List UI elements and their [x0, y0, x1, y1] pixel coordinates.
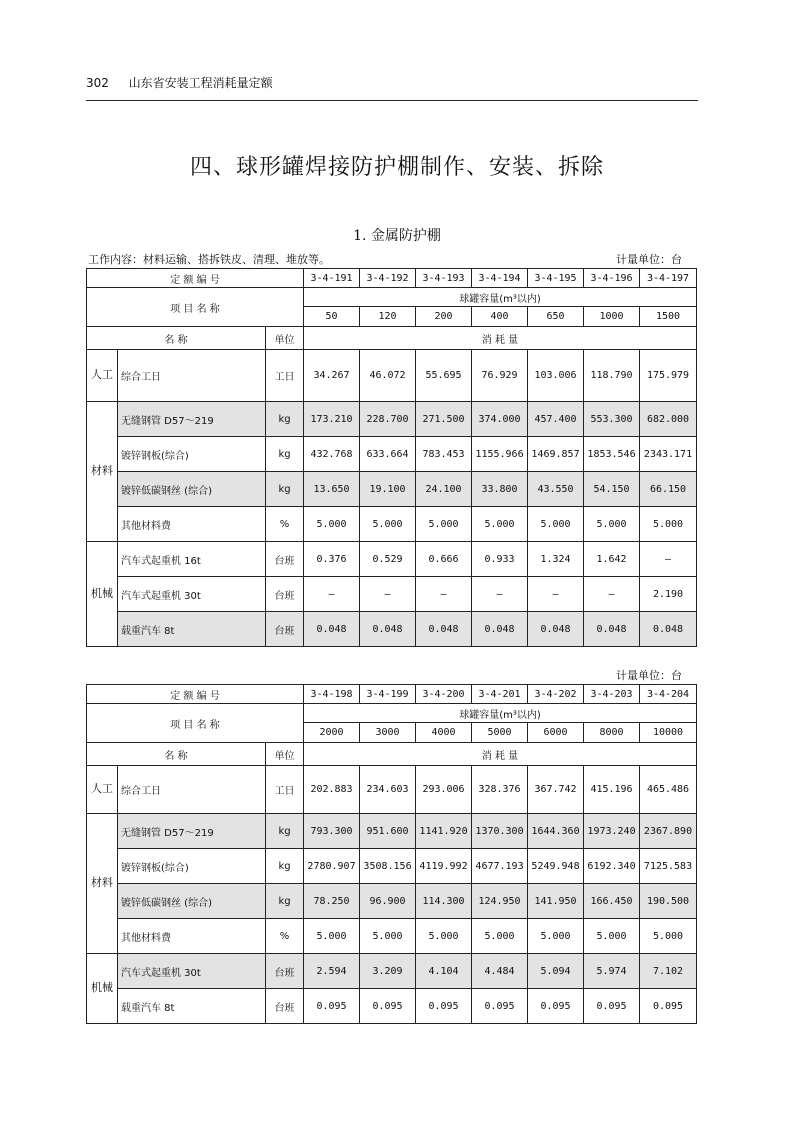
- quota-code: 3-4-192: [360, 269, 416, 288]
- unit-note-2: 计量单位：台: [616, 669, 682, 682]
- consumption-value: 0.095: [584, 989, 640, 1024]
- material-row: [87, 849, 697, 884]
- consumption-value: 1973.240: [584, 814, 640, 849]
- consumption-value: 34.267: [304, 350, 360, 402]
- consumption-value: 6192.340: [584, 849, 640, 884]
- consumption-value: 19.100: [360, 472, 416, 507]
- consumption-value: 5.000: [416, 507, 472, 542]
- consumption-value: 5.000: [640, 919, 697, 954]
- consumption-value: 5249.948: [528, 849, 584, 884]
- capacity-value: 50: [304, 307, 360, 327]
- consumption-value: 293.006: [416, 766, 472, 814]
- material-row: [87, 402, 697, 437]
- capacity-value: 200: [416, 307, 472, 327]
- consumption-value: 0.095: [360, 989, 416, 1024]
- unit-column-header: 单位: [266, 743, 304, 766]
- consumption-value: 5.000: [360, 919, 416, 954]
- section-title: 四、球形罐焊接防护棚制作、安装、拆除: [189, 155, 604, 180]
- machine-row: [87, 989, 697, 1024]
- consumption-value: 7.102: [640, 954, 697, 989]
- item-name: 汽车式起重机 16t: [118, 542, 266, 577]
- quota-code: 3-4-202: [528, 685, 584, 704]
- consumption-value: 271.500: [416, 402, 472, 437]
- consumption-value: 415.196: [584, 766, 640, 814]
- item-name: 镀锌钢板(综合): [118, 437, 266, 472]
- consumption-value: 114.300: [416, 884, 472, 919]
- subsection-title: 1. 金属防护棚: [353, 228, 441, 244]
- consumption-value: 0.095: [528, 989, 584, 1024]
- item-unit: kg: [266, 814, 304, 849]
- consumption-value: 1370.300: [472, 814, 528, 849]
- consumption-value: 166.450: [584, 884, 640, 919]
- consumption-value: 0.095: [416, 989, 472, 1024]
- quota-code: 3-4-198: [304, 685, 360, 704]
- machine-row: [87, 577, 697, 612]
- group-machine-label: 机械: [87, 542, 118, 647]
- code-row: [87, 269, 697, 288]
- capacity-value: 8000: [584, 723, 640, 743]
- capacity-value: 120: [360, 307, 416, 327]
- material-row: [87, 507, 697, 542]
- group-material-label: 材料: [87, 814, 118, 954]
- labor-row: [87, 766, 697, 814]
- consumption-value: 328.376: [472, 766, 528, 814]
- item-unit: 工日: [266, 350, 304, 402]
- consumption-value: —: [416, 577, 472, 612]
- item-unit: kg: [266, 437, 304, 472]
- consumption-value: 5.000: [640, 507, 697, 542]
- consumption-value: 1.642: [584, 542, 640, 577]
- consumption-value: 118.790: [584, 350, 640, 402]
- consumption-value: 0.048: [304, 612, 360, 647]
- capacity-label: 球罐容量(m³以内): [304, 704, 697, 723]
- item-name-label: 项 目 名 称: [87, 704, 304, 743]
- consumption-value: 951.600: [360, 814, 416, 849]
- quota-code: 3-4-200: [416, 685, 472, 704]
- group-labor-label: 人工: [87, 350, 118, 402]
- consumption-value: 43.550: [528, 472, 584, 507]
- consumption-value: 1644.360: [528, 814, 584, 849]
- consumption-value: 78.250: [304, 884, 360, 919]
- item-name: 综合工日: [118, 350, 266, 402]
- quota-table-1: [86, 268, 697, 647]
- consumption-value: 0.933: [472, 542, 528, 577]
- item-unit: 台班: [266, 954, 304, 989]
- consumption-value: 46.072: [360, 350, 416, 402]
- consumption-value: 0.095: [472, 989, 528, 1024]
- capacity-value: 10000: [640, 723, 697, 743]
- quota-code: 3-4-196: [584, 269, 640, 288]
- consumption-value: —: [584, 577, 640, 612]
- consumption-value: 0.048: [528, 612, 584, 647]
- item-unit: 台班: [266, 577, 304, 612]
- consumption-value: 0.095: [304, 989, 360, 1024]
- consumption-value: 5.000: [304, 919, 360, 954]
- item-name: 镀锌低碳钢丝 (综合): [118, 472, 266, 507]
- consumption-value: 374.000: [472, 402, 528, 437]
- quota-no-label: 定 额 编 号: [87, 269, 304, 288]
- capacity-value: 6000: [528, 723, 584, 743]
- material-row: [87, 919, 697, 954]
- capacity-label: 球罐容量(m³以内): [304, 288, 697, 307]
- item-name: 其他材料费: [118, 507, 266, 542]
- quota-code: 3-4-203: [584, 685, 640, 704]
- item-unit: kg: [266, 884, 304, 919]
- consumption-value: 0.048: [472, 612, 528, 647]
- page-header: [86, 74, 698, 91]
- item-unit: 工日: [266, 766, 304, 814]
- page-number: 302: [86, 76, 109, 90]
- name-column-header: 名 称: [87, 743, 266, 766]
- consumption-value: 7125.583: [640, 849, 697, 884]
- consumption-value: 5.000: [528, 507, 584, 542]
- consumption-value: 66.150: [640, 472, 697, 507]
- consumption-value: 4.484: [472, 954, 528, 989]
- consumption-value: 2780.907: [304, 849, 360, 884]
- capacity-value: 4000: [416, 723, 472, 743]
- consumption-value: 783.453: [416, 437, 472, 472]
- quota-code: 3-4-197: [640, 269, 697, 288]
- consumption-value: 5.000: [472, 919, 528, 954]
- item-unit: kg: [266, 402, 304, 437]
- item-name: 载重汽车 8t: [118, 612, 266, 647]
- item-unit: 台班: [266, 989, 304, 1024]
- consumption-value: 24.100: [416, 472, 472, 507]
- capacity-value: 2000: [304, 723, 360, 743]
- consumption-value: 432.768: [304, 437, 360, 472]
- capacity-value: 650: [528, 307, 584, 327]
- item-name: 综合工日: [118, 766, 266, 814]
- consumption-value: 175.979: [640, 350, 697, 402]
- name-column-header: 名 称: [87, 327, 266, 350]
- capacity-value: 5000: [472, 723, 528, 743]
- material-row: [87, 472, 697, 507]
- consumption-value: —: [304, 577, 360, 612]
- consumption-value: 0.048: [584, 612, 640, 647]
- consumption-value: 0.048: [640, 612, 697, 647]
- consumption-value: 2.190: [640, 577, 697, 612]
- item-unit: kg: [266, 472, 304, 507]
- consumption-value: 5.000: [584, 919, 640, 954]
- consumption-value: 1155.966: [472, 437, 528, 472]
- item-unit: kg: [266, 849, 304, 884]
- capacity-value: 3000: [360, 723, 416, 743]
- consumption-value: 465.486: [640, 766, 697, 814]
- consumption-value: 457.400: [528, 402, 584, 437]
- consumption-value: 0.048: [416, 612, 472, 647]
- consumption-value: 5.000: [304, 507, 360, 542]
- quota-table-2: [86, 684, 697, 1024]
- item-name: 汽车式起重机 30t: [118, 954, 266, 989]
- consumption-value: 141.950: [528, 884, 584, 919]
- item-name: 镀锌低碳钢丝 (综合): [118, 884, 266, 919]
- quota-code: 3-4-199: [360, 685, 416, 704]
- quota-code: 3-4-191: [304, 269, 360, 288]
- quota-code: 3-4-195: [528, 269, 584, 288]
- consumption-value: 5.000: [584, 507, 640, 542]
- quota-code: 3-4-194: [472, 269, 528, 288]
- unit-column-header: 单位: [266, 327, 304, 350]
- consumption-value: 2343.171: [640, 437, 697, 472]
- consumption-value: 202.883: [304, 766, 360, 814]
- consumption-value: 1.324: [528, 542, 584, 577]
- consumption-value: 2367.890: [640, 814, 697, 849]
- consumption-value: 190.500: [640, 884, 697, 919]
- consumption-value: 367.742: [528, 766, 584, 814]
- consumption-value: 793.300: [304, 814, 360, 849]
- consumption-value: 5.974: [584, 954, 640, 989]
- item-name: 其他材料费: [118, 919, 266, 954]
- consumption-value: 5.000: [360, 507, 416, 542]
- consumption-value: 633.664: [360, 437, 416, 472]
- consumption-value: 553.300: [584, 402, 640, 437]
- consumption-value: 682.000: [640, 402, 697, 437]
- quota-code: 3-4-201: [472, 685, 528, 704]
- consumption-value: 228.700: [360, 402, 416, 437]
- consumption-value: 4.104: [416, 954, 472, 989]
- consumption-value: 5.000: [528, 919, 584, 954]
- consumption-value: 0.666: [416, 542, 472, 577]
- consumption-value: 2.594: [304, 954, 360, 989]
- item-unit: 台班: [266, 542, 304, 577]
- code-row: [87, 685, 697, 704]
- consumption-value: 0.529: [360, 542, 416, 577]
- consumption-value: 234.603: [360, 766, 416, 814]
- item-name: 无缝钢管 D57～219: [118, 814, 266, 849]
- group-machine-label: 机械: [87, 954, 118, 1024]
- consumption-value: 96.900: [360, 884, 416, 919]
- item-unit: %: [266, 919, 304, 954]
- consumption-value: —: [472, 577, 528, 612]
- consumption-value: 33.800: [472, 472, 528, 507]
- consumption-value: 1853.546: [584, 437, 640, 472]
- work-content: 工作内容：材料运输、搭拆铁皮、清理、堆放等。: [88, 253, 330, 266]
- item-unit: 台班: [266, 612, 304, 647]
- material-row: [87, 814, 697, 849]
- labor-row: [87, 350, 697, 402]
- item-unit: %: [266, 507, 304, 542]
- group-labor-label: 人工: [87, 766, 118, 814]
- consumption-value: 3508.156: [360, 849, 416, 884]
- quota-no-label: 定 额 编 号: [87, 685, 304, 704]
- material-row: [87, 884, 697, 919]
- quota-code: 3-4-193: [416, 269, 472, 288]
- consumption-value: 124.950: [472, 884, 528, 919]
- consumption-value: 5.094: [528, 954, 584, 989]
- consumption-value: 103.006: [528, 350, 584, 402]
- item-name: 镀锌钢板(综合): [118, 849, 266, 884]
- item-name-label: 项 目 名 称: [87, 288, 304, 327]
- consumption-value: 4119.992: [416, 849, 472, 884]
- consumption-value: 1469.857: [528, 437, 584, 472]
- book-title: 山东省安装工程消耗量定额: [128, 76, 273, 90]
- consumption-value: —: [360, 577, 416, 612]
- capacity-value: 1500: [640, 307, 697, 327]
- consumption-value: 76.929: [472, 350, 528, 402]
- material-row: [87, 437, 697, 472]
- consumption-value: 5.000: [472, 507, 528, 542]
- machine-row: [87, 542, 697, 577]
- consumption-value: 0.376: [304, 542, 360, 577]
- consumption-value: —: [528, 577, 584, 612]
- group-material-label: 材料: [87, 402, 118, 542]
- consumption-header: 消 耗 量: [304, 743, 697, 766]
- consumption-value: 5.000: [416, 919, 472, 954]
- consumption-value: 173.210: [304, 402, 360, 437]
- consumption-value: 13.650: [304, 472, 360, 507]
- consumption-value: 4677.193: [472, 849, 528, 884]
- capacity-value: 1000: [584, 307, 640, 327]
- item-name: 无缝钢管 D57～219: [118, 402, 266, 437]
- consumption-value: —: [640, 542, 697, 577]
- consumption-value: 55.695: [416, 350, 472, 402]
- quota-code: 3-4-204: [640, 685, 697, 704]
- consumption-value: 0.095: [640, 989, 697, 1024]
- consumption-value: 0.048: [360, 612, 416, 647]
- consumption-header: 消 耗 量: [304, 327, 697, 350]
- header-divider: [86, 100, 698, 101]
- consumption-value: 1141.920: [416, 814, 472, 849]
- capacity-value: 400: [472, 307, 528, 327]
- machine-row: [87, 954, 697, 989]
- item-name: 载重汽车 8t: [118, 989, 266, 1024]
- consumption-value: 3.209: [360, 954, 416, 989]
- item-name: 汽车式起重机 30t: [118, 577, 266, 612]
- machine-row: [87, 612, 697, 647]
- consumption-value: 54.150: [584, 472, 640, 507]
- unit-note-1: 计量单位：台: [616, 253, 682, 266]
